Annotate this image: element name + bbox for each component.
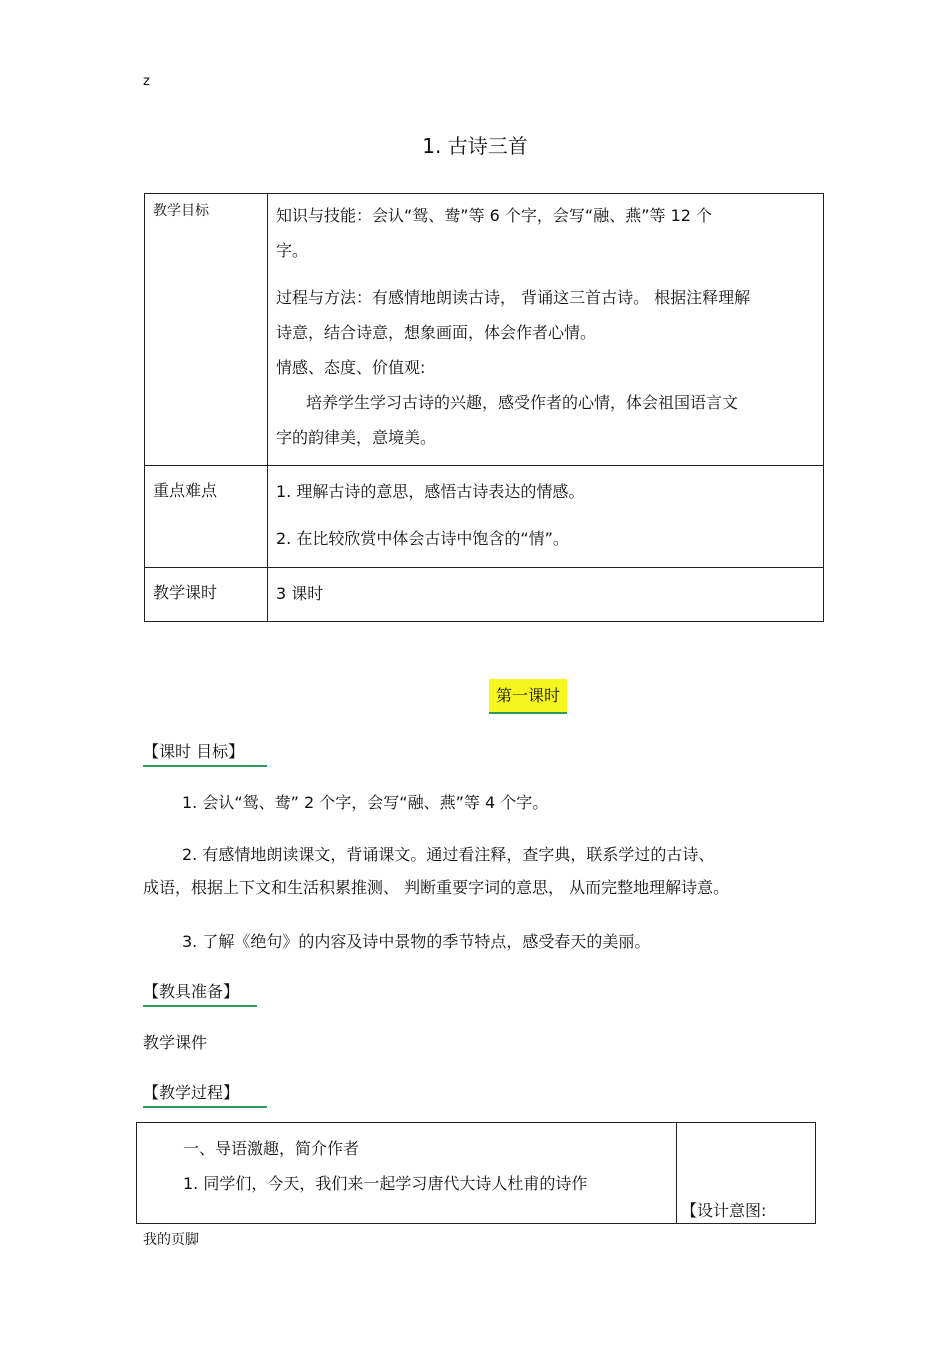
goals-content <box>268 194 824 466</box>
key-row <box>145 466 824 568</box>
header-mark: z <box>143 74 150 89</box>
key-content <box>268 466 824 568</box>
hours-label: 教学课时 <box>145 568 268 622</box>
page-footer: 我的页脚 <box>143 1232 199 1248</box>
process-table <box>136 1122 816 1224</box>
process-heading: 【教学过程】 <box>143 1082 267 1108</box>
emotion-line-2: 字的韵律美，意境美。 <box>276 428 437 447</box>
goals-label: 教学目标 <box>145 194 268 466</box>
process-main-cell <box>137 1123 677 1224</box>
key-item-1: 1. 理解古诗的意思，感悟古诗表达的情感。 <box>276 482 585 501</box>
objective-item-3: 3. 了解《绝句》的内容及诗中景物的季节特点，感受春天的美丽。 <box>182 932 651 951</box>
knowledge-line-2: 字。 <box>276 241 309 260</box>
page-title: 1. 古诗三首 <box>422 134 528 158</box>
objective-item-2-line-1: 2. 有感情地朗读课文，背诵课文。通过看注释，查字典，联系学过的古诗、 <box>182 845 715 864</box>
process-line-1: 一、导语激趣，简介作者 <box>183 1139 360 1158</box>
emotion-line-1: 培养学生学习古诗的兴趣，感受作者的心情，体会祖国语言文 <box>306 393 739 412</box>
info-table <box>144 193 824 622</box>
process-line-2: 1. 同学们，今天，我们来一起学习唐代大诗人杜甫的诗作 <box>183 1174 588 1193</box>
hours-row <box>145 568 824 622</box>
process-side-cell <box>677 1123 816 1224</box>
objective-item-1: 1. 会认“鸳、鸯” 2 个字，会写“融、燕”等 4 个字。 <box>182 793 549 812</box>
key-item-2: 2. 在比较欣赏中体会古诗中饱含的“情”。 <box>276 529 569 548</box>
materials-text: 教学课件 <box>143 1033 208 1052</box>
process-line-1: 过程与方法：有感情地朗读古诗， 背诵这三首古诗。 根据注释理解 <box>276 288 751 307</box>
key-label: 重点难点 <box>145 466 268 568</box>
goals-row <box>145 194 824 466</box>
knowledge-line-1: 知识与技能：会认“鸳、鸯”等 6 个字，会写“融、燕”等 12 个 <box>276 206 713 225</box>
objectives-heading: 【课时 目标】 <box>143 741 267 767</box>
lesson-title: 第一课时 <box>489 679 567 714</box>
process-line-2: 诗意，结合诗意，想象画面，体会作者心情。 <box>276 323 597 342</box>
objective-item-2-line-2: 成语，根据上下文和生活积累推测、 判断重要字词的意思， 从而完整地理解诗意。 <box>143 878 730 897</box>
hours-value: 3 课时 <box>268 568 824 622</box>
process-row <box>137 1123 816 1224</box>
materials-heading: 【教具准备】 <box>143 981 257 1007</box>
design-intent-label: 【设计意图: <box>681 1201 767 1220</box>
emotion-label: 情感、态度、价值观: <box>276 358 426 377</box>
